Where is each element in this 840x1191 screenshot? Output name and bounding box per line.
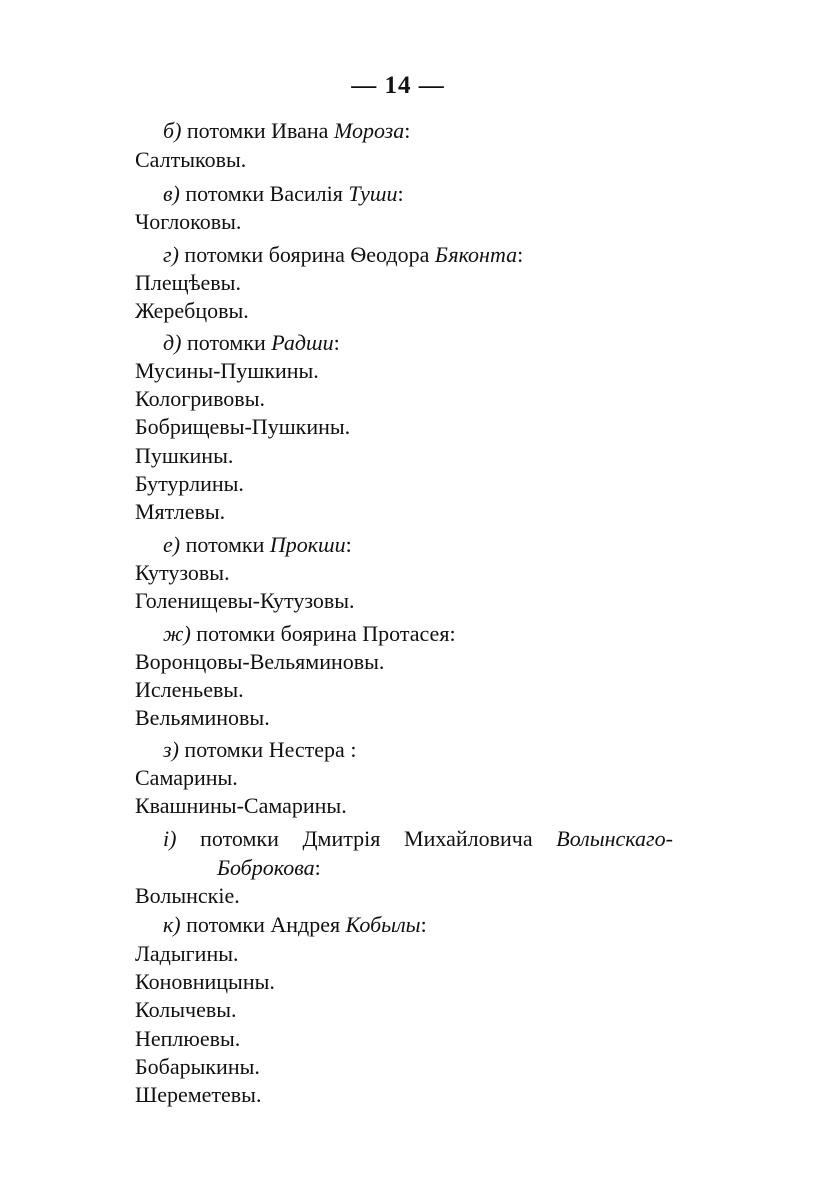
section-heading-z [163, 737, 356, 763]
family-entry: Пушкины. [135, 443, 234, 468]
family-entry: Бобарыкины. [135, 1054, 260, 1079]
family-entry: Жеребцовы. [135, 298, 249, 323]
family-entry: Квашнины-Самарины. [135, 793, 347, 818]
colon: : [345, 532, 352, 557]
ancestor-name: Радши [271, 330, 334, 355]
ancestor-name: Кобылы [345, 912, 421, 937]
section-prefix: потомки Ивана [186, 118, 329, 143]
section-prefix: потомки [185, 532, 265, 557]
section-heading-i [163, 826, 673, 852]
section-heading-g [163, 242, 523, 268]
section-letter: к) [163, 912, 181, 937]
section-letter: г) [163, 242, 179, 267]
section-heading-k [163, 912, 427, 938]
family-entry: Колычевы. [135, 997, 237, 1022]
family-entry: Исленьевы. [135, 677, 244, 702]
family-entry: Вельяминовы. [135, 705, 270, 730]
colon: : [333, 330, 340, 355]
family-entry: Коновницыны. [135, 969, 275, 994]
colon: : [420, 912, 427, 937]
page-number: — 14 — [351, 72, 445, 99]
ancestor-name: Туши [348, 181, 398, 206]
colon: : [449, 621, 456, 646]
section-letter: в) [163, 181, 180, 206]
section-word: Михайловича [404, 826, 533, 851]
section-letter: ж) [163, 621, 191, 646]
family-entry: Голенищевы-Кутузовы. [135, 588, 355, 613]
family-entry: Чоглоковы. [135, 209, 242, 234]
ancestor-name: Мороза [333, 118, 405, 143]
colon: : [517, 242, 524, 267]
family-entry: Шереметевы. [135, 1082, 262, 1107]
family-entry: Волынскіе. [135, 883, 240, 908]
section-heading-i-continued [217, 855, 321, 881]
section-prefix: потомки Нестера [184, 737, 345, 762]
family-entry: Салтыковы. [135, 147, 247, 172]
section-heading-b [163, 118, 410, 144]
colon: : [397, 181, 404, 206]
section-heading-e [163, 532, 352, 558]
section-letter: б) [163, 118, 182, 143]
section-prefix: потомки [186, 330, 266, 355]
section-letter: е) [163, 532, 181, 557]
family-entry: Кологривовы. [135, 386, 265, 411]
family-entry: Мусины-Пушкины. [135, 358, 319, 383]
colon: : [404, 118, 411, 143]
colon: : [314, 855, 321, 880]
section-word: потомки [200, 826, 279, 851]
section-heading-v [163, 181, 404, 207]
section-heading-zh [163, 621, 456, 647]
family-entry: Бутурлины. [135, 471, 244, 496]
ancestor-name: Бяконта [434, 242, 518, 267]
family-entry: Мятлевы. [135, 499, 226, 524]
section-heading-d [163, 330, 340, 356]
section-prefix: потомки Андрея [186, 912, 341, 937]
section-word: Дмитрія [302, 826, 381, 851]
section-prefix: потомки Василія [185, 181, 343, 206]
family-entry: Неплюевы. [135, 1026, 241, 1051]
section-letter: д) [163, 330, 182, 355]
family-entry: Самарины. [135, 765, 238, 790]
ancestor-name-continued: Боброкова [217, 855, 315, 880]
ancestor-name: Волынскаго- [556, 826, 673, 851]
family-entry: Кутузовы. [135, 560, 230, 585]
section-letter: з) [163, 737, 179, 762]
family-entry: Плещѣевы. [135, 270, 241, 295]
section-prefix: потомки боярина Ѳеодора [184, 242, 430, 267]
section-prefix: потомки боярина Протасея [196, 621, 450, 646]
family-entry: Воронцовы-Вельяминовы. [135, 649, 385, 674]
ancestor-name: Прокши [269, 532, 346, 557]
family-entry: Ладыгины. [135, 941, 239, 966]
colon: : [350, 737, 357, 762]
family-entry: Бобрищевы-Пушкины. [135, 414, 351, 439]
section-letter: і) [163, 826, 177, 851]
